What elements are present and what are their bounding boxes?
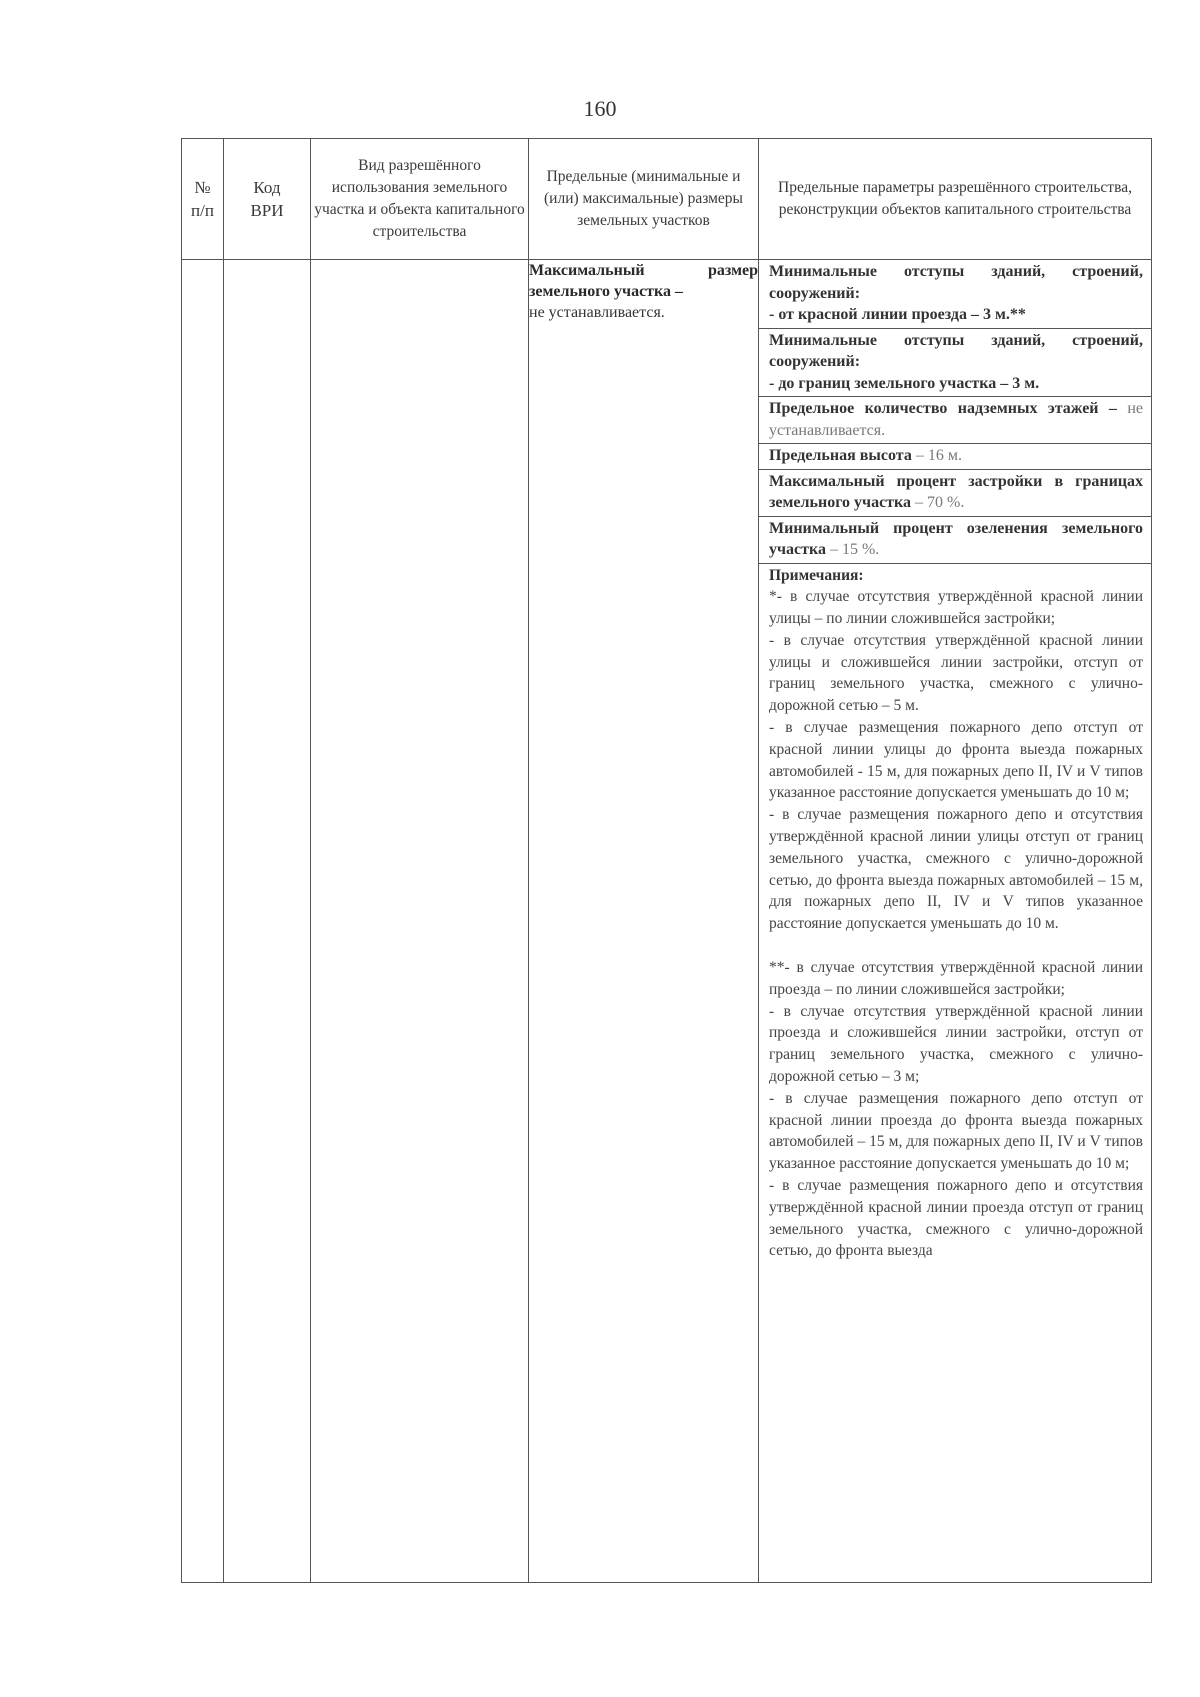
param-height: [759, 444, 1151, 470]
cell-code: [224, 260, 311, 1583]
table-header-row: [182, 139, 1152, 260]
param-title: Предельная высота: [769, 447, 912, 464]
header-code-line2: ВРИ: [250, 201, 284, 220]
param-max-building: [759, 470, 1151, 517]
sizes-value: не устанавливается.: [529, 304, 665, 321]
param-title: Максимальный процент застройки в границах земельного участка: [769, 472, 1143, 511]
notes-title: Примечания:: [769, 566, 864, 584]
notes-gap: [769, 935, 1143, 957]
note-item: - в случае размещения пожарного депо и отсутствия утверждённой красной линии улицы отступ от границ земельного участка, смежного с улично-дорожной сетью, до фронта выезда пожарных автомобилей – 15 м, для пожарных депо II, IV и V типов указанное расстояние допускается уменьшать до 10 м.: [769, 806, 1143, 933]
notes-block: [759, 564, 1151, 1265]
sizes-title: Максимальный размер земельного участка –: [529, 262, 758, 300]
header-number-symbol: №: [194, 178, 211, 197]
note-item: - в случае отсутствия утверждённой красной линии улицы и сложившейся линии застройки, отступ от границ земельного участка, смежного с улично-дорожной сетью – 5 м.: [769, 631, 1143, 715]
header-params: Предельные параметры разрешённого строительства, реконструкции объектов капитального строительства: [759, 139, 1152, 260]
param-setback-plot-border: [759, 329, 1151, 398]
header-sizes: Предельные (минимальные и (или) максимальные) размеры земельных участков: [529, 139, 759, 260]
param-value: – 16 м.: [915, 447, 962, 464]
cell-params: [759, 260, 1152, 1583]
note-item: - в случае отсутствия утверждённой красной линии проезда и сложившейся линии застройки, отступ от границ земельного участка, смежного с улично-дорожной сетью – 3 м;: [769, 1002, 1143, 1086]
cell-use-type: [311, 260, 529, 1583]
param-value: – 15 %.: [829, 541, 880, 558]
header-use-type: Вид разрешённого использования земельного участка и объекта капитального строительства: [311, 139, 529, 260]
header-number: [182, 139, 224, 260]
header-code-line1: Код: [253, 178, 281, 197]
param-min-greening: [759, 517, 1151, 564]
note-item: **- в случае отсутствия утверждённой красной линии проезда – по линии сложившейся застройки;: [769, 959, 1143, 998]
note-item: - в случае размещения пожарного депо отступ от красной линии улицы до фронта выезда пожарных автомобилей - 15 м, для пожарных депо II, IV и V типов указанное расстояние допускается уменьшать до 10 м;: [769, 719, 1143, 802]
table-row: [182, 260, 1152, 1583]
page-number: 160: [583, 96, 617, 121]
param-setback-red-line: [759, 260, 1151, 329]
param-value: не устанавливается.: [769, 400, 1143, 439]
note-item: *- в случае отсутствия утверждённой красной линии улицы – по линии сложившейся застройки;: [769, 588, 1143, 628]
cell-number: [182, 260, 224, 1583]
param-value: – 70 %.: [915, 494, 965, 511]
param-title: Минимальные отступы зданий, строений, сооружений:: [769, 331, 1143, 370]
header-code: [224, 139, 311, 260]
cell-sizes: [529, 260, 759, 1583]
param-value: - до границ земельного участка – 3 м.: [769, 374, 1040, 392]
param-value: - от красной линии проезда – 3 м.**: [769, 306, 1026, 323]
header-number-abbr: п/п: [191, 201, 214, 220]
param-floors: [759, 397, 1151, 444]
note-item: - в случае размещения пожарного депо отступ от красной линии проезда до фронта выезда пожарных автомобилей – 15 м, для пожарных депо II, IV и V типов указанное расстояние допускается уменьшать до 10 м;: [769, 1089, 1143, 1173]
param-title: Минимальный процент озеленения земельного участка: [769, 519, 1143, 558]
regulations-table: [181, 138, 1152, 1583]
param-title: Минимальные отступы зданий, строений, сооружений:: [769, 263, 1143, 302]
param-title: Предельное количество надземных этажей –: [769, 400, 1117, 417]
note-item: - в случае размещения пожарного депо и отсутствия утверждённой красной линии проезда отступ от границ земельного участка, смежного с улично-дорожной сетью, до фронта выезда: [769, 1177, 1143, 1260]
